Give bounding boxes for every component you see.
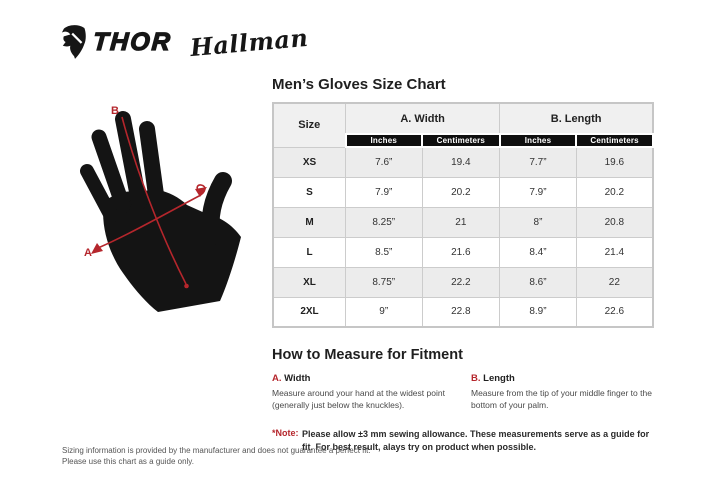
brand-header: [60, 22, 308, 62]
col-header-width: A. Width: [346, 103, 500, 134]
note-text: Please allow ±3 mm sewing allowance. These measurements serve as a guide for fit. For best result, alays try on product when possible.: [302, 429, 650, 452]
length-inches-cell: 8.9”: [500, 297, 577, 327]
size-cell: XS: [273, 147, 346, 177]
col-subheader-inches: Inches: [346, 134, 423, 147]
thor-wordmark: THOR: [92, 28, 173, 56]
width-inches-cell: 8.5”: [346, 237, 423, 267]
length-inches-cell: 7.7”: [500, 147, 577, 177]
width-cm-cell: 19.4: [422, 147, 500, 177]
length-cm-cell: 21.4: [576, 237, 653, 267]
table-row: [273, 237, 653, 267]
fitment-heading: How to Measure for Fitment: [272, 347, 463, 363]
col-subheader-centimeters: Centimeters: [422, 134, 500, 147]
length-cm-cell: 22.6: [576, 297, 653, 327]
length-inches-cell: 8.4”: [500, 237, 577, 267]
size-cell: M: [273, 207, 346, 237]
width-inches-cell: 7.6”: [346, 147, 423, 177]
width-inches-cell: 8.25”: [346, 207, 423, 237]
thor-helmet-icon: [60, 23, 90, 61]
width-cm-cell: 22.2: [422, 267, 500, 297]
width-cm-cell: 20.2: [422, 177, 500, 207]
width-cm-cell: 22.8: [422, 297, 500, 327]
table-header-row: [273, 103, 653, 134]
table-row: [273, 207, 653, 237]
size-cell: S: [273, 177, 346, 207]
fitment-length-column: [471, 373, 670, 411]
fitment-columns: [272, 373, 656, 411]
length-cm-cell: 19.6: [576, 147, 653, 177]
note-label: *Note:: [272, 428, 299, 438]
sizing-disclaimer: [62, 445, 371, 467]
page-title: Men’s Gloves Size Chart: [272, 76, 446, 93]
fitment-width-prefix: A.: [272, 373, 282, 384]
width-cm-cell: 21: [422, 207, 500, 237]
width-inches-cell: 7.9”: [346, 177, 423, 207]
col-subheader-inches: Inches: [500, 134, 577, 147]
fitment-length-label: [471, 373, 656, 384]
fitment-length-prefix: B.: [471, 373, 481, 384]
content-column: [272, 76, 656, 454]
length-cm-cell: 22: [576, 267, 653, 297]
fitment-width-title: Width: [281, 373, 311, 384]
fitment-length-title: Length: [480, 373, 515, 384]
disclaimer-line-1: Sizing information is provided by the manufacturer and does not guarantee a perfect fit.: [62, 446, 371, 455]
table-row: [273, 177, 653, 207]
size-cell: 2XL: [273, 297, 346, 327]
size-chart-table: [272, 102, 654, 328]
fitment-width-column: [272, 373, 471, 411]
size-cell: L: [273, 237, 346, 267]
hallman-wordmark: Hallman: [188, 22, 310, 62]
table-row: [273, 297, 653, 327]
length-cm-cell: 20.2: [576, 177, 653, 207]
fitment-length-text: Measure from the tip of your middle finger to the bottom of your palm.: [471, 388, 652, 410]
thor-logo: [60, 22, 172, 62]
disclaimer-line-2: Please use this chart as a guide only.: [62, 457, 194, 466]
hand-measurement-diagram: [60, 85, 260, 335]
width-inches-cell: 9”: [346, 297, 423, 327]
length-inches-cell: 8”: [500, 207, 577, 237]
label-a: A: [84, 247, 92, 259]
width-inches-cell: 8.75”: [346, 267, 423, 297]
length-inches-cell: 7.9”: [500, 177, 577, 207]
hand-illustration: [60, 85, 260, 335]
table-row: [273, 267, 653, 297]
fitment-width-label: [272, 373, 457, 384]
size-cell: XL: [273, 267, 346, 297]
col-header-size: Size: [273, 103, 346, 147]
length-inches-cell: 8.6”: [500, 267, 577, 297]
length-cm-cell: 20.8: [576, 207, 653, 237]
width-cm-cell: 21.6: [422, 237, 500, 267]
label-b: B: [111, 105, 119, 117]
fitment-width-text: Measure around your hand at the widest point (generally just below the knuckles).: [272, 388, 445, 410]
col-header-length: B. Length: [500, 103, 653, 134]
table-row: [273, 147, 653, 177]
col-subheader-centimeters: Centimeters: [576, 134, 653, 147]
